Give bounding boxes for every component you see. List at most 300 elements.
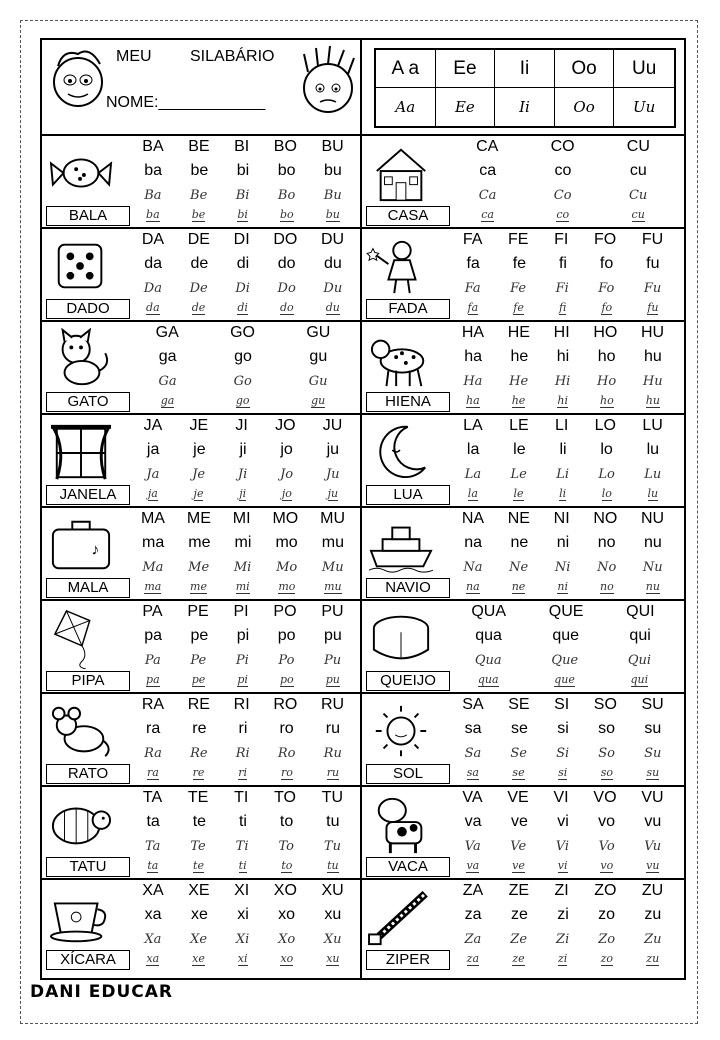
syllable-cursive-upper: Mi xyxy=(233,560,252,575)
syllable-lower: qua xyxy=(475,627,502,644)
syllable-lower-row xyxy=(450,813,676,831)
syllable-cursive-lower-row xyxy=(450,952,676,966)
syllable-cursive-upper: Xe xyxy=(190,932,208,947)
syllable-upper: TO xyxy=(274,789,296,806)
syllable-cursive-lower: xo xyxy=(280,952,294,965)
syllable-upper: MI xyxy=(232,510,251,527)
word-label: DADO xyxy=(46,299,130,319)
syllable-upper: JO xyxy=(275,417,296,434)
syllable-lower: xo xyxy=(278,906,296,923)
word-label: HIENA xyxy=(366,392,450,412)
syllable-cursive-lower: tu xyxy=(327,859,339,872)
vowel-cursive-o: Oo xyxy=(555,88,615,126)
syllable-upper: FE xyxy=(508,231,529,248)
boy-character-icon xyxy=(48,44,108,126)
syllable-cell-casa xyxy=(362,136,680,228)
syllable-cursive-upper: Zi xyxy=(556,932,570,947)
syllable-cell-tatu xyxy=(42,787,360,879)
syllable-cursive-lower: di xyxy=(237,301,248,314)
syllable-lower: fe xyxy=(512,255,527,272)
syllable-upper: JA xyxy=(143,417,163,434)
syllable-cursive-upper: Ve xyxy=(510,839,527,854)
word-label: JANELA xyxy=(46,485,130,505)
syllable-lower: fi xyxy=(558,255,567,272)
syllable-upper: DI xyxy=(233,231,250,248)
syllable-cursive-lower: ni xyxy=(557,580,568,593)
syllable-upper: RA xyxy=(141,696,165,713)
syllable-cursive-upper: Ni xyxy=(554,560,571,575)
syllable-cursive-lower-row xyxy=(130,580,356,594)
syllable-cursive-lower: so xyxy=(600,766,613,779)
vowel-table xyxy=(374,48,676,128)
syllable-upper: VA xyxy=(462,789,483,806)
syllable-cell-vaca xyxy=(362,787,680,879)
syllable-upper: ZO xyxy=(594,882,617,899)
syllable-cursive-lower: fo xyxy=(601,301,613,314)
syllable-cursive-upper: Su xyxy=(644,746,662,761)
syllable-cursive-upper: Za xyxy=(464,932,482,947)
syllable-cursive-lower: va xyxy=(466,859,480,872)
syllable-lower: me xyxy=(188,534,211,551)
syllable-cursive-lower: mi xyxy=(235,580,250,593)
syllable-cursive-lower: su xyxy=(646,766,660,779)
syllable-cursive-upper: Bu xyxy=(323,188,342,203)
syllable-cursive-lower: ti xyxy=(238,859,247,872)
syllable-cursive-upper: Cu xyxy=(628,188,648,203)
syllable-lower: go xyxy=(234,348,252,365)
syllable-upper: SA xyxy=(462,696,484,713)
syllable-cursive-lower: be xyxy=(191,208,206,221)
syllable-upper: ZA xyxy=(462,882,484,899)
syllable-cursive-upper-row xyxy=(450,746,676,761)
syllable-cursive-lower-row xyxy=(130,952,356,966)
syllable-cursive-upper: Je xyxy=(192,467,206,482)
syllable-cursive-upper: Fu xyxy=(643,281,662,296)
syllable-upper: QUI xyxy=(626,603,655,620)
syllable-lower: mi xyxy=(234,534,252,551)
syllable-cursive-upper: Ho xyxy=(597,374,617,389)
syllable-upper: NU xyxy=(640,510,665,527)
syllable-cursive-lower: pu xyxy=(325,673,340,686)
syllable-upper: CU xyxy=(626,138,650,155)
syllable-cursive-lower-row xyxy=(450,301,676,315)
word-label: SOL xyxy=(366,764,450,784)
syllable-upper: LU xyxy=(642,417,663,434)
syllable-cursive-lower: ro xyxy=(280,766,293,779)
syllable-cursive-upper: Ri xyxy=(235,746,250,761)
syllable-upper: NE xyxy=(507,510,530,527)
syllable-lower: nu xyxy=(643,534,662,551)
syllable-cell-bala xyxy=(42,136,360,228)
syllable-cursive-lower: cu xyxy=(631,208,645,221)
syllable-cursive-lower: ne xyxy=(511,580,526,593)
cat-icon xyxy=(46,328,116,390)
syllable-upper: DE xyxy=(187,231,210,248)
syllable-cursive-upper: Ca xyxy=(478,188,497,203)
syllable-cursive-lower: ji xyxy=(239,487,247,500)
syllable-upper-row xyxy=(450,231,676,249)
syllable-lower-row xyxy=(450,255,676,273)
syllable-upper: TA xyxy=(142,789,163,806)
syllable-cursive-upper: Lu xyxy=(644,467,662,482)
syllable-cursive-upper: Bo xyxy=(277,188,296,203)
syllable-upper: VU xyxy=(641,789,664,806)
syllable-cursive-upper: Sa xyxy=(464,746,482,761)
syllable-upper: TU xyxy=(321,789,344,806)
syllable-upper: JI xyxy=(235,417,248,434)
syllable-upper: JE xyxy=(189,417,209,434)
syllable-cursive-lower: mo xyxy=(278,580,296,593)
syllable-cursive-lower: le xyxy=(513,487,524,500)
syllable-upper-row xyxy=(450,510,676,528)
syllable-cursive-lower: zi xyxy=(557,952,568,965)
syllable-lower: da xyxy=(144,255,163,272)
syllable-upper: PI xyxy=(233,603,249,620)
syllable-cursive-lower: ze xyxy=(512,952,525,965)
syllable-upper: SO xyxy=(593,696,617,713)
syllable-cursive-lower: mu xyxy=(324,580,342,593)
syllable-cursive-lower: ve xyxy=(512,859,525,872)
syllable-lower: ro xyxy=(279,720,294,737)
vowel-print-i: Ii xyxy=(495,50,555,88)
syllable-upper: HA xyxy=(461,324,485,341)
vowel-cursive-e: Ee xyxy=(436,88,496,126)
syllable-upper-row xyxy=(130,882,356,900)
syllable-upper-row xyxy=(130,324,356,342)
syllable-cursive-lower: re xyxy=(192,766,205,779)
syllable-cursive-lower: xi xyxy=(237,952,248,965)
syllable-lower: to xyxy=(279,813,294,830)
syllable-cursive-lower: ba xyxy=(146,208,160,221)
syllable-lower: co xyxy=(554,162,572,179)
syllable-lower: ga xyxy=(158,348,177,365)
syllable-lower: re xyxy=(192,720,207,737)
syllable-cursive-upper: Te xyxy=(190,839,206,854)
syllable-upper: XO xyxy=(273,882,297,899)
syllable-lower: hu xyxy=(643,348,662,365)
syllable-lower: ju xyxy=(326,441,340,458)
syllable-lower-row xyxy=(130,720,356,738)
syllable-cursive-lower-row xyxy=(130,487,356,501)
syllable-upper: XI xyxy=(234,882,250,899)
vowel-print-e: Ee xyxy=(436,50,496,88)
syllable-cursive-lower: lo xyxy=(601,487,612,500)
syllable-cursive-upper: Re xyxy=(190,746,208,761)
syllable-lower: sa xyxy=(464,720,482,737)
syllable-cursive-lower: pi xyxy=(237,673,248,686)
syllable-cell-ziper xyxy=(362,880,680,972)
syllable-cursive-lower: du xyxy=(325,301,340,314)
syllable-cursive-lower: vi xyxy=(557,859,568,872)
syllable-cell-rato xyxy=(42,694,360,786)
syllable-cell-sol xyxy=(362,694,680,786)
syllable-cursive-upper: Ha xyxy=(463,374,483,389)
syllable-cursive-lower: hu xyxy=(645,394,660,407)
syllable-lower: ve xyxy=(510,813,528,830)
cheese-icon xyxy=(366,607,436,669)
syllable-cursive-upper-row xyxy=(450,839,676,854)
syllable-cursive-upper: Xo xyxy=(278,932,296,947)
syllable-cursive-lower: bo xyxy=(280,208,294,221)
syllable-upper-row xyxy=(450,603,676,621)
syllable-cursive-upper: Ra xyxy=(144,746,162,761)
syllable-upper: QUE xyxy=(548,603,584,620)
syllable-lower: le xyxy=(513,441,526,458)
syllable-cursive-upper: Lo xyxy=(598,467,615,482)
syllable-cell-navio xyxy=(362,508,680,600)
syllable-cursive-upper-row xyxy=(450,932,676,947)
syllable-upper: MA xyxy=(140,510,165,527)
syllable-upper: PE xyxy=(187,603,209,620)
header-meu: MEU xyxy=(116,48,152,65)
syllable-cursive-lower-row xyxy=(450,208,676,222)
syllable-lower: lo xyxy=(600,441,613,458)
syllable-lower-row xyxy=(130,255,356,273)
syllable-cursive-lower: te xyxy=(193,859,204,872)
syllable-cursive-lower-row xyxy=(450,859,676,873)
syllable-lower: qui xyxy=(629,627,651,644)
syllable-upper: RU xyxy=(320,696,345,713)
vowel-cursive-u: Uu xyxy=(633,98,656,116)
zipper-icon xyxy=(366,886,436,948)
syllable-cursive-upper: He xyxy=(509,374,529,389)
syllable-cursive-lower: na xyxy=(466,580,480,593)
syllable-upper-row xyxy=(130,138,356,156)
syllable-cursive-upper: Fi xyxy=(555,281,569,296)
syllable-lower: zi xyxy=(557,906,569,923)
syllable-upper: XU xyxy=(321,882,344,899)
syllable-cursive-upper: Vi xyxy=(555,839,570,854)
syllable-cursive-upper-row xyxy=(450,281,676,296)
syllable-cursive-upper-row xyxy=(130,188,356,203)
syllable-cursive-lower-row xyxy=(450,580,676,594)
syllable-lower: va xyxy=(464,813,482,830)
syllable-cursive-lower: je xyxy=(193,487,204,500)
syllable-cursive-lower: ju xyxy=(327,487,339,500)
syllable-cursive-lower: ra xyxy=(146,766,159,779)
syllable-upper: VE xyxy=(507,789,529,806)
syllable-cursive-upper: Me xyxy=(188,560,210,575)
syllable-lower: fu xyxy=(646,255,660,272)
syllable-lower: la xyxy=(466,441,480,458)
syllable-cursive-upper: Va xyxy=(464,839,481,854)
syllable-cursive-lower: go xyxy=(235,394,250,407)
syllable-lower: ja xyxy=(146,441,160,458)
syllable-upper: PU xyxy=(321,603,344,620)
syllable-cursive-upper: Nu xyxy=(642,560,663,575)
syllable-lower: ni xyxy=(556,534,570,551)
hyena-icon xyxy=(366,328,436,390)
window-icon xyxy=(46,421,116,483)
syllable-lower: tu xyxy=(326,813,340,830)
sun-icon xyxy=(366,700,436,762)
house-icon xyxy=(366,142,436,204)
syllable-upper: HO xyxy=(593,324,618,341)
syllable-lower: pa xyxy=(144,627,163,644)
syllable-cursive-upper-row xyxy=(130,374,356,389)
syllable-cursive-upper: Pa xyxy=(144,653,161,668)
syllable-lower: be xyxy=(190,162,209,179)
syllable-lower: fa xyxy=(466,255,480,272)
syllable-cursive-lower: bu xyxy=(325,208,340,221)
syllable-cursive-lower: no xyxy=(600,580,614,593)
syllable-lower: te xyxy=(192,813,207,830)
syllable-cursive-upper: Le xyxy=(510,467,527,482)
syllable-cursive-lower-row xyxy=(450,673,676,687)
syllable-upper: XA xyxy=(142,882,164,899)
syllable-upper: XE xyxy=(188,882,210,899)
syllable-lower: pi xyxy=(236,627,250,644)
syllable-cursive-upper-row xyxy=(130,467,356,482)
syllable-cursive-upper-row xyxy=(450,374,676,389)
syllable-upper: HE xyxy=(507,324,530,341)
word-label: NAVIO xyxy=(366,578,450,598)
syllable-cursive-upper: Ro xyxy=(277,746,296,761)
syllable-cursive-upper: Pu xyxy=(324,653,342,668)
word-label: VACA xyxy=(366,857,450,877)
syllable-upper: CO xyxy=(550,138,575,155)
word-label: FADA xyxy=(366,299,450,319)
syllable-lower: bi xyxy=(236,162,250,179)
syllable-lower-row xyxy=(450,906,676,924)
syllable-cursive-upper: Ru xyxy=(323,746,342,761)
syllable-upper: DU xyxy=(320,231,345,248)
syllable-cursive-upper: Mo xyxy=(276,560,298,575)
word-label: PIPA xyxy=(46,671,130,691)
syllable-lower-row xyxy=(450,627,676,645)
syllable-upper: SU xyxy=(641,696,664,713)
syllable-lower: de xyxy=(190,255,209,272)
word-label: XÍCARA xyxy=(46,950,130,970)
syllable-cursive-lower-row xyxy=(450,394,676,408)
syllable-cursive-upper: Zu xyxy=(644,932,662,947)
syllable-lower: vu xyxy=(644,813,662,830)
syllable-lower: ji xyxy=(239,441,247,458)
syllable-cell-gato xyxy=(42,322,360,414)
syllable-cursive-lower: qui xyxy=(630,673,649,686)
syllable-lower: po xyxy=(277,627,296,644)
syllable-lower: xu xyxy=(324,906,342,923)
syllable-cursive-upper: Ma xyxy=(142,560,164,575)
syllable-upper: GO xyxy=(230,324,255,341)
fairy-icon xyxy=(366,235,436,297)
vowel-print-u: Uu xyxy=(614,50,674,88)
syllable-cursive-upper: Jo xyxy=(280,467,294,482)
syllable-cursive-lower: to xyxy=(281,859,293,872)
syllable-cursive-upper: Fe xyxy=(510,281,527,296)
syllable-cursive-upper: Qui xyxy=(627,653,652,668)
syllable-lower: vo xyxy=(598,813,616,830)
syllable-cursive-upper-row xyxy=(130,281,356,296)
syllable-upper: VO xyxy=(593,789,617,806)
syllable-cursive-lower: si xyxy=(558,766,568,779)
syllable-lower: ba xyxy=(144,162,163,179)
word-label: TATU xyxy=(46,857,130,877)
syllable-cursive-lower: he xyxy=(511,394,526,407)
syllable-lower: fo xyxy=(599,255,614,272)
syllable-upper: BA xyxy=(142,138,164,155)
syllable-upper: FO xyxy=(593,231,617,248)
syllable-cursive-upper: Fo xyxy=(598,281,615,296)
syllable-upper: JU xyxy=(322,417,343,434)
kite-icon xyxy=(46,607,116,669)
syllable-upper-row xyxy=(130,789,356,807)
syllable-cursive-upper: Li xyxy=(556,467,569,482)
syllable-cursive-upper-row xyxy=(130,932,356,947)
syllable-cursive-lower: lu xyxy=(647,487,659,500)
syllable-cell-queijo xyxy=(362,601,680,693)
syllable-cursive-lower-row xyxy=(130,673,356,687)
syllable-lower: vi xyxy=(557,813,569,830)
syllable-cursive-upper: Xu xyxy=(323,932,342,947)
syllable-cursive-upper: Tu xyxy=(323,839,341,854)
syllable-cursive-upper: Que xyxy=(551,653,579,668)
syllable-upper: RI xyxy=(233,696,250,713)
syllable-cursive-lower: vu xyxy=(646,859,660,872)
word-label: CASA xyxy=(366,206,450,226)
syllable-cursive-upper: Ze xyxy=(510,932,528,947)
syllable-lower-row xyxy=(130,441,356,459)
syllable-lower: li xyxy=(559,441,567,458)
syllable-lower-row xyxy=(130,534,356,552)
syllable-lower: gu xyxy=(309,348,328,365)
syllable-cursive-upper: Pi xyxy=(235,653,249,668)
vowel-cursive-i: Ii xyxy=(495,88,555,126)
syllable-upper-row xyxy=(130,510,356,528)
syllable-cursive-upper-row xyxy=(130,839,356,854)
syllable-cursive-lower: ru xyxy=(326,766,340,779)
syllable-cursive-upper: Bi xyxy=(235,188,250,203)
syllable-lower: ho xyxy=(597,348,616,365)
syllable-cursive-lower: ja xyxy=(147,487,158,500)
syllable-cursive-upper: Zo xyxy=(598,932,616,947)
candy-icon xyxy=(46,142,116,204)
syllable-lower: que xyxy=(552,627,580,644)
syllable-upper: BI xyxy=(234,138,250,155)
syllable-lower: hi xyxy=(556,348,570,365)
syllable-cursive-upper-row xyxy=(450,653,676,668)
syllable-cursive-lower: la xyxy=(467,487,478,500)
syllable-cursive-upper: Di xyxy=(235,281,250,296)
girl-character-icon xyxy=(294,44,358,126)
syllable-lower: bo xyxy=(277,162,296,179)
syllable-cursive-lower: ma xyxy=(144,580,162,593)
syllable-upper: RO xyxy=(273,696,298,713)
word-label: ZIPER xyxy=(366,950,450,970)
syllable-cursive-lower: nu xyxy=(645,580,660,593)
syllable-lower: ru xyxy=(325,720,340,737)
syllable-cursive-lower: pa xyxy=(146,673,160,686)
syllable-cursive-upper: Xi xyxy=(235,932,250,947)
syllable-cursive-upper-row xyxy=(130,560,356,575)
syllable-cell-mala xyxy=(42,508,360,600)
syllable-cursive-upper: Ji xyxy=(237,467,248,482)
syllable-lower: no xyxy=(597,534,616,551)
syllable-upper-row xyxy=(130,696,356,714)
syllable-upper: SI xyxy=(554,696,570,713)
syllable-upper-row xyxy=(130,231,356,249)
vowel-print-o: Oo xyxy=(555,50,615,88)
syllable-cursive-lower: ga xyxy=(160,394,175,407)
syllable-cursive-upper: Vo xyxy=(598,839,615,854)
word-label: MALA xyxy=(46,578,130,598)
syllable-lower-row xyxy=(450,534,676,552)
syllable-cursive-upper: Ta xyxy=(144,839,161,854)
syllable-lower: ze xyxy=(510,906,528,923)
syllable-cursive-lower: xu xyxy=(326,952,340,965)
syllable-cell-lua xyxy=(362,415,680,507)
syllable-cursive-upper: Go xyxy=(233,374,252,389)
